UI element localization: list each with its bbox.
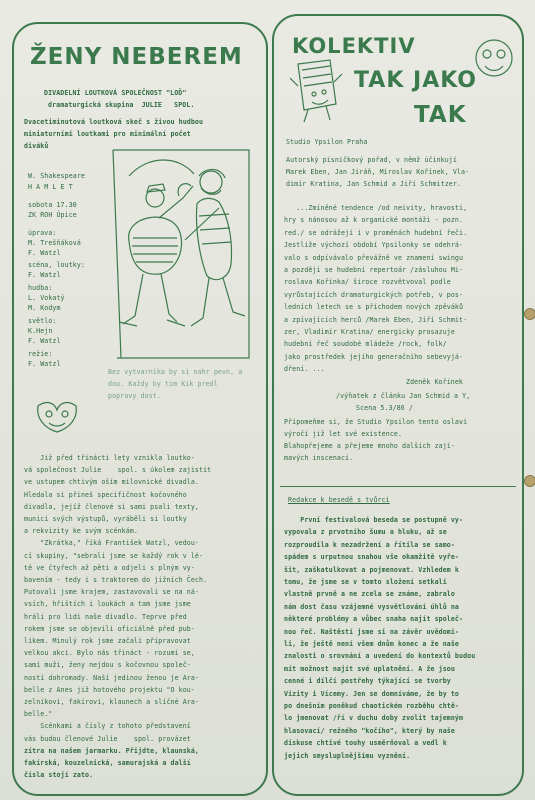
article-title: ŽENY NEBEREM — [30, 44, 243, 70]
binder-hole — [524, 308, 535, 320]
group-name: dramaturgická skupina JULIE SPOL. — [48, 101, 195, 109]
mask-icon — [32, 398, 82, 438]
puppet-illustration — [99, 146, 259, 372]
article-zeny-neberem: ŽENY NEBEREM DIVADELNÍ LOUTKOVÁ SPOLEČNOST "LOĎ" dramaturgická skupina JULIE SPOL. Dvacetiminutová loutková skeč s živou hudbou miniaturními loutkami pro minimální počet diváků W. Shakespeare H A M L E T sobota 17.30 ZK ROH Úpice úprava: M. Trešňáková F. Watzl scéna, loutky: F. Watzl hudba: L. Vokatý M. Kodym světlo: K.Hejn F. Watzl režie: F. Watzl Bez vytvarnika by si nahr pevn, a dou. Každy by tim Kik predl popravy dost. Již před třinácti lety vznikla loutko- vá společnost Julie spol. s úkolem zajistit ve ustupem chtivým oším milovnické divadla. Hledala si přineš specifičnost kočovného divadla, jejíž členové si sami psali texty, munici svých výstupů, vyráběli si loutky a rekvizity ke svým scénkám. "Zkrátka," říká František Watzl, vedou- cí skupiny, "sebrali jsme se každý rok v lé- tě ve čtyřech až pěti a odjeli s plným vy- bavením - tedy i s traktorem do jižních Čech. Putovali jsme krajem, zastavovali se na ná- vsích, hřištích i loukách a tam jsme jsme hráli pro lidi naše divadlo. Teprve před rokem jsme se objevili oficiálně před pub- likem. Minulý rok jsme začali připravovat velkou akci. Bylo nás třináct - rozumí se, samí muži, ženy nejdou s kočovnou společ- ností dohromady. Naší jedinou ženou je Ara- belle z Anes již hotového projektu "O kou- zelníkovi, fakírovi, klaunech a slíčné Ara- belle." Scénkami a čísly z tohoto představení vás budou členové Julie spol. provázet zítra na našem jarmarku. Přijdte, klaunská, fakírská, kouzelnická, samurajská a další čísla stojí zato. — [12, 22, 268, 796]
quote-source: Scena 5.3/86 / — [356, 404, 413, 412]
article-title-line1: KOLEKTIV — [292, 34, 416, 58]
section-divider — [280, 486, 516, 487]
quote-author: Zdeněk Kořínek — [406, 378, 463, 386]
studio-name: Studio Ypsilon Praha — [286, 138, 368, 146]
article-title-line2: TAK JAKO — [354, 68, 478, 93]
face-mask-icon — [470, 34, 518, 84]
quote-source: /výňatek z článku Jan Schmid a Y, — [336, 392, 471, 400]
article-title-line3: TAK — [414, 102, 467, 128]
theatre-name: DIVADELNÍ LOUTKOVÁ SPOLEČNOST "LOĎ" — [44, 89, 187, 97]
article-kolektiv: KOLEKTIV TAK JAKO TAK Studio Ypsilon Praha Autorský písničkový pořad, v němž účinkují Marek Eben, Jan Jiráň, Miroslav Kořínek, Vla- dimír Kratina, Jan Schmid a Jiří Schmitzer. ...Zmíněné tendence /od neivity, hravosti, hry s nánosou až k organické montáži - pozn. red./ se odrážejí i v proměnách hudební řeči. Jestliže výchozí období Ypsilonky se odehrá- valo s odpívávalo převážně ve znamení swingu a později se hudební repertoár /zásluhou Mi- roslava Kořínka/ široce rozvětvoval podle vyrůstajících dramaturgických potřeb, v pos- ledních letech se s příchodem nových zpěváků a zpívajících herců /Marek Eben, Jiří Schmit- zer, Vladimír Kratina/ energicky prosazuje hudební řeč soudobé mládeže /rock, folk/ jako prostředek jejího generačního sebevyjá- dření. ... Zdeněk Kořínek /výňatek z článku Jan Schmid a Y, Scena 5.3/86 / Připomeňme si, že Studio Ypsilon tento oslaví výročí již let své existence. Blahopřejeme a přejeme mnoho dalších zají- mavých inscenací. Redakce k besedě s tvůrci První festivalová beseda se postupně vy- vypovala z prvotního šumu a hluku, až se rozproudila k nezadržení a řítila se samo- spádem s urputnou snahou vše okamžitě vyře- šit, zaškatulkovat a pojmenovat. Vzhledem k tomu, že jsme se v tomto složení setkali vlastně prvně a ne zcela se známe, zabralo nám dost času vzájemné vysvětlování úhlů na některé problémy a vůbec snaha najít společ- nou řeč. Naštěstí jsme si na závěr uvědomi- li, že ještě není všem dnům konec a že naše znalosti o srovnání a uvedení do kontextů budou mít možnost najít své uplatnění. A že jsou cenné i dílčí postřehy týkající se tvorby Vizity i Vícemy. Jen se domníváme, že by to po dnešním poněkud chaotickém rozběhu chtě- lo jmenovat /ří v duchu doby zvolit tajemným hlasovací/ režného "kočího", který by naše diskuse chtivé touhy usměrňoval a vedl k jejich smysluplnějšímu vyznění. — [272, 14, 524, 796]
notebook-character-icon — [290, 56, 344, 126]
binder-hole — [524, 475, 535, 487]
section-title: Redakce k besedě s tvůrci — [288, 496, 390, 504]
